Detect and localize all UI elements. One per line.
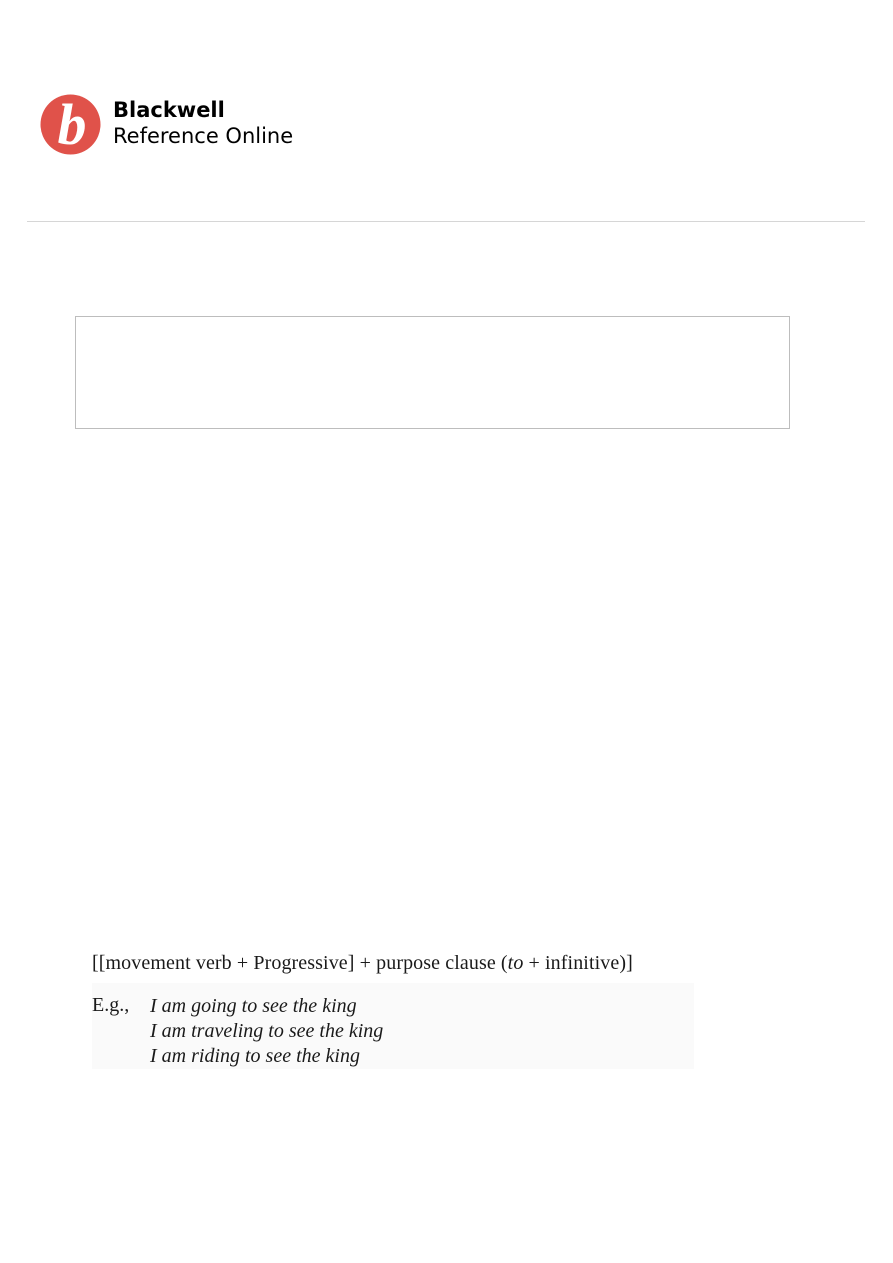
example-label: E.g., [92,994,130,1016]
header-divider [27,221,865,222]
example-list [150,994,383,1069]
blackwell-logo-icon[interactable] [40,94,101,155]
example-sentence: I am riding to see the king [150,1045,360,1067]
grammar-figure [88,948,698,1070]
brand-subtitle: Reference Online [113,124,294,148]
example-sentence: I am going to see the king [150,995,357,1017]
svg-text:b: b [57,93,87,155]
brand-title: Blackwell [113,98,225,122]
empty-content-box [75,316,790,429]
brand-name [113,97,293,149]
construction-formula: [[movement verb + Progressive] + purpose clause (to + infinitive)] [92,952,633,974]
formula-italic-to: to [507,952,524,974]
site-header [40,93,293,155]
example-sentence: I am traveling to see the king [150,1020,384,1042]
